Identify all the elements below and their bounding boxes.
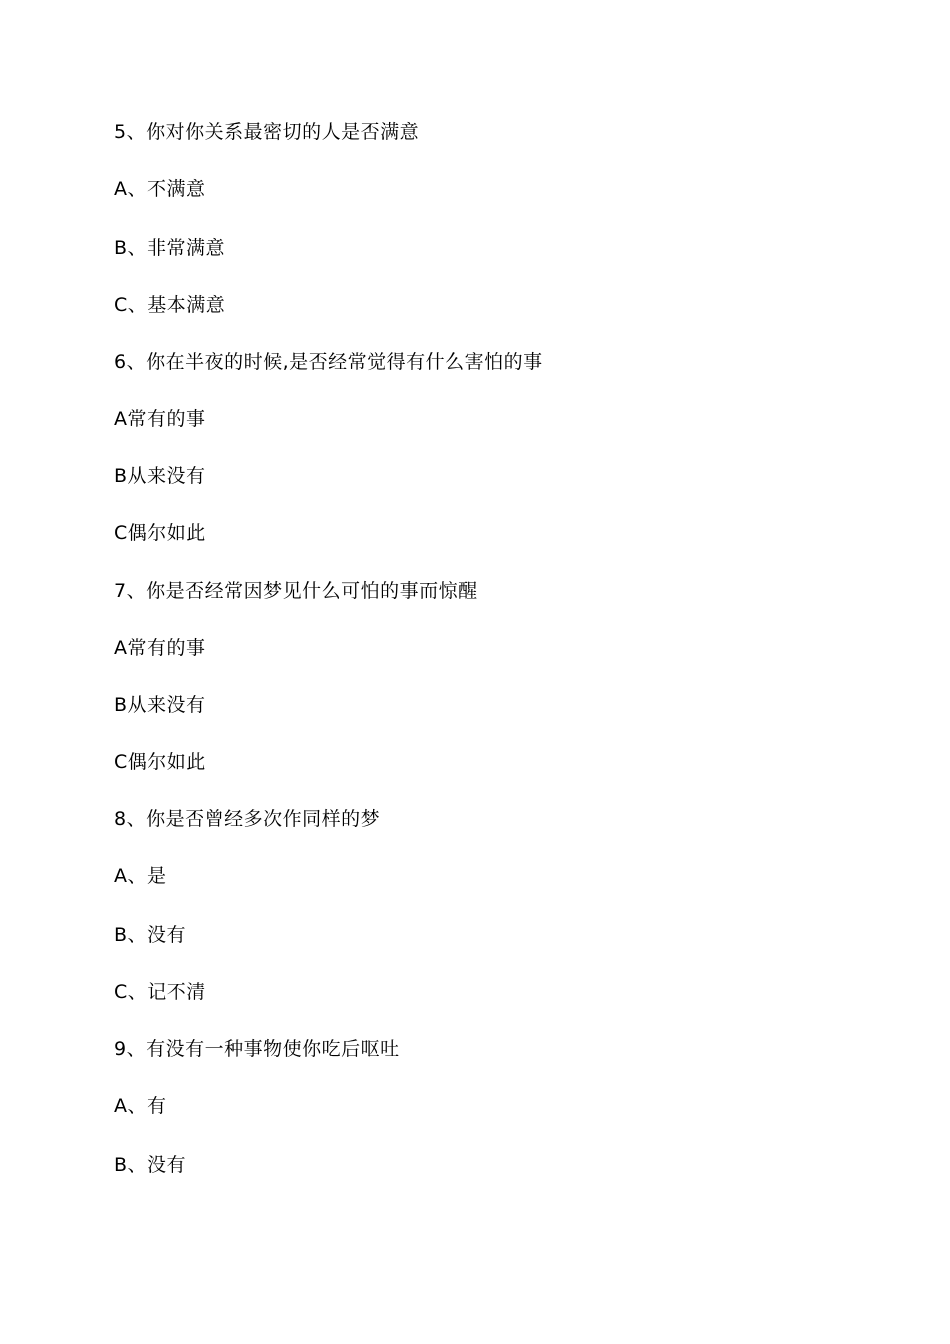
question-8-option-b: B、没有 (114, 924, 187, 946)
question-8-prompt: 8、你是否曾经多次作同样的梦 (114, 808, 381, 830)
question-6-prompt: 6、你在半夜的时候,是否经常觉得有什么害怕的事 (114, 351, 543, 373)
question-5-prompt: 5、你对你关系最密切的人是否满意 (114, 121, 420, 143)
question-8-option-c: C、记不清 (114, 981, 206, 1003)
question-7-prompt: 7、你是否经常因梦见什么可怕的事而惊醒 (114, 580, 478, 602)
question-9-option-b: B、没有 (114, 1154, 187, 1176)
question-6-option-b: B从来没有 (114, 465, 206, 487)
question-5-option-b: B、非常满意 (114, 237, 226, 259)
question-7-option-c: C偶尔如此 (114, 751, 206, 773)
question-5-option-c: C、基本满意 (114, 294, 226, 316)
question-5-option-a: A、不满意 (114, 178, 206, 200)
question-7-option-b: B从来没有 (114, 694, 206, 716)
question-7-option-a: A常有的事 (114, 637, 206, 659)
question-9-option-a: A、有 (114, 1095, 167, 1117)
question-6-option-c: C偶尔如此 (114, 522, 206, 544)
question-9-prompt: 9、有没有一种事物使你吃后呕吐 (114, 1038, 400, 1060)
question-6-option-a: A常有的事 (114, 408, 206, 430)
question-8-option-a: A、是 (114, 865, 167, 887)
